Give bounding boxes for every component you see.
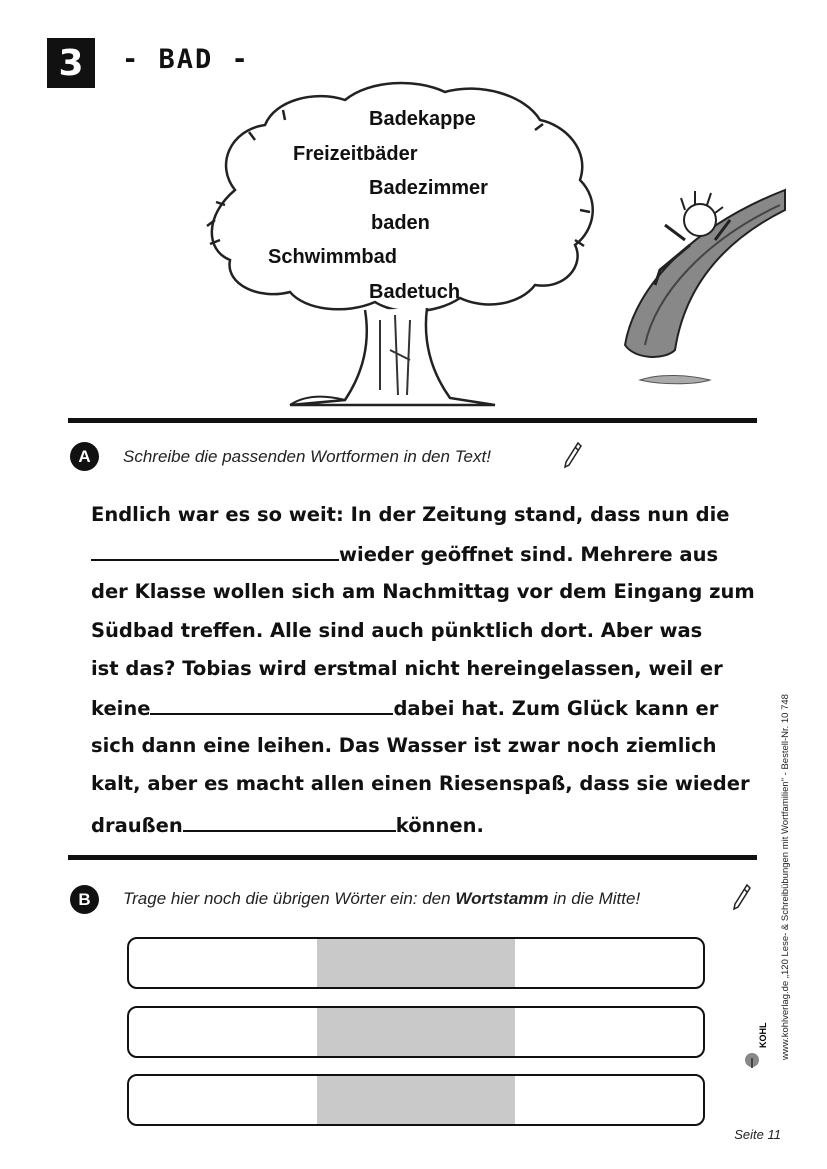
publisher-logo — [742, 1008, 772, 1075]
word-stem-field[interactable] — [317, 1076, 515, 1124]
tree-logo-icon — [742, 1008, 772, 1070]
text-segment: Südbad treffen. Alle sind auch pünktlich dort. Aber was — [91, 619, 703, 642]
tree-word: baden — [371, 212, 430, 234]
text-segment: kalt, aber es macht allen einen Riesenspaß, dass sie wieder — [91, 772, 750, 795]
text-line — [91, 580, 755, 603]
text-line — [91, 812, 484, 837]
section-a-instruction: Schreibe die passenden Wortformen in den Text! — [123, 447, 491, 466]
fill-in-blank[interactable] — [183, 812, 396, 832]
slide-illustration — [615, 185, 790, 405]
text-segment: draußen — [91, 814, 183, 837]
fill-in-blank[interactable] — [91, 541, 339, 561]
text-line — [91, 503, 730, 526]
text-line — [91, 772, 750, 795]
word-stem-field[interactable] — [317, 1008, 515, 1056]
text-segment: können. — [395, 814, 484, 837]
exercise-number: 3 — [47, 38, 95, 88]
text-line — [91, 734, 717, 757]
instruction-text: in die Mitte! — [548, 889, 641, 908]
section-divider — [68, 418, 757, 423]
text-segment: wieder geöffnet sind. Mehrere aus — [339, 543, 719, 566]
text-segment: Endlich war es so weit: In der Zeitung stand, dass nun die — [91, 503, 730, 526]
tree-illustration — [195, 70, 615, 415]
section-b-instruction — [123, 889, 640, 909]
fill-in-blank[interactable] — [150, 695, 393, 715]
section-b-badge: B — [70, 885, 99, 914]
tree-word: Schwimmbad — [268, 246, 397, 268]
word-row[interactable] — [127, 1006, 705, 1058]
section-divider — [68, 855, 757, 860]
tree-word: Freizeitbäder — [293, 143, 418, 165]
text-segment: keine — [91, 697, 151, 720]
text-line — [91, 541, 718, 566]
page-title: - BAD - — [122, 44, 250, 75]
tree-word: Badekappe — [369, 108, 476, 130]
publisher-sidebar: www.kohlverlag.de „120 Lese- & Schreibübungen mit Wortfamilien" - Bestell-Nr. 10 748 — [780, 694, 791, 1060]
text-segment: der Klasse wollen sich am Nachmittag vor dem Eingang zum — [91, 580, 755, 603]
text-segment: sich dann eine leihen. Das Wasser ist zwar noch ziemlich — [91, 734, 717, 757]
pencil-icon — [563, 441, 583, 469]
text-line — [91, 619, 702, 642]
text-line — [91, 657, 723, 680]
word-row[interactable] — [127, 937, 705, 989]
instruction-keyword: Wortstamm — [455, 889, 549, 908]
page-number: Seite 11 — [734, 1127, 781, 1142]
svg-text:KOHL: KOHL — [758, 1022, 768, 1048]
text-line — [91, 695, 718, 720]
instruction-text: Trage hier noch die übrigen Wörter ein: den — [123, 889, 456, 908]
word-stem-field[interactable] — [317, 939, 515, 987]
section-a-badge: A — [70, 442, 99, 471]
text-segment: dabei hat. Zum Glück kann er — [393, 697, 719, 720]
slide-drawing — [615, 185, 790, 400]
pencil-icon — [732, 883, 752, 911]
tree-word: Badezimmer — [369, 177, 488, 199]
text-segment: ist das? Tobias wird erstmal nicht hereingelassen, weil er — [91, 657, 723, 680]
word-row[interactable] — [127, 1074, 705, 1126]
tree-word: Badetuch — [369, 281, 461, 303]
